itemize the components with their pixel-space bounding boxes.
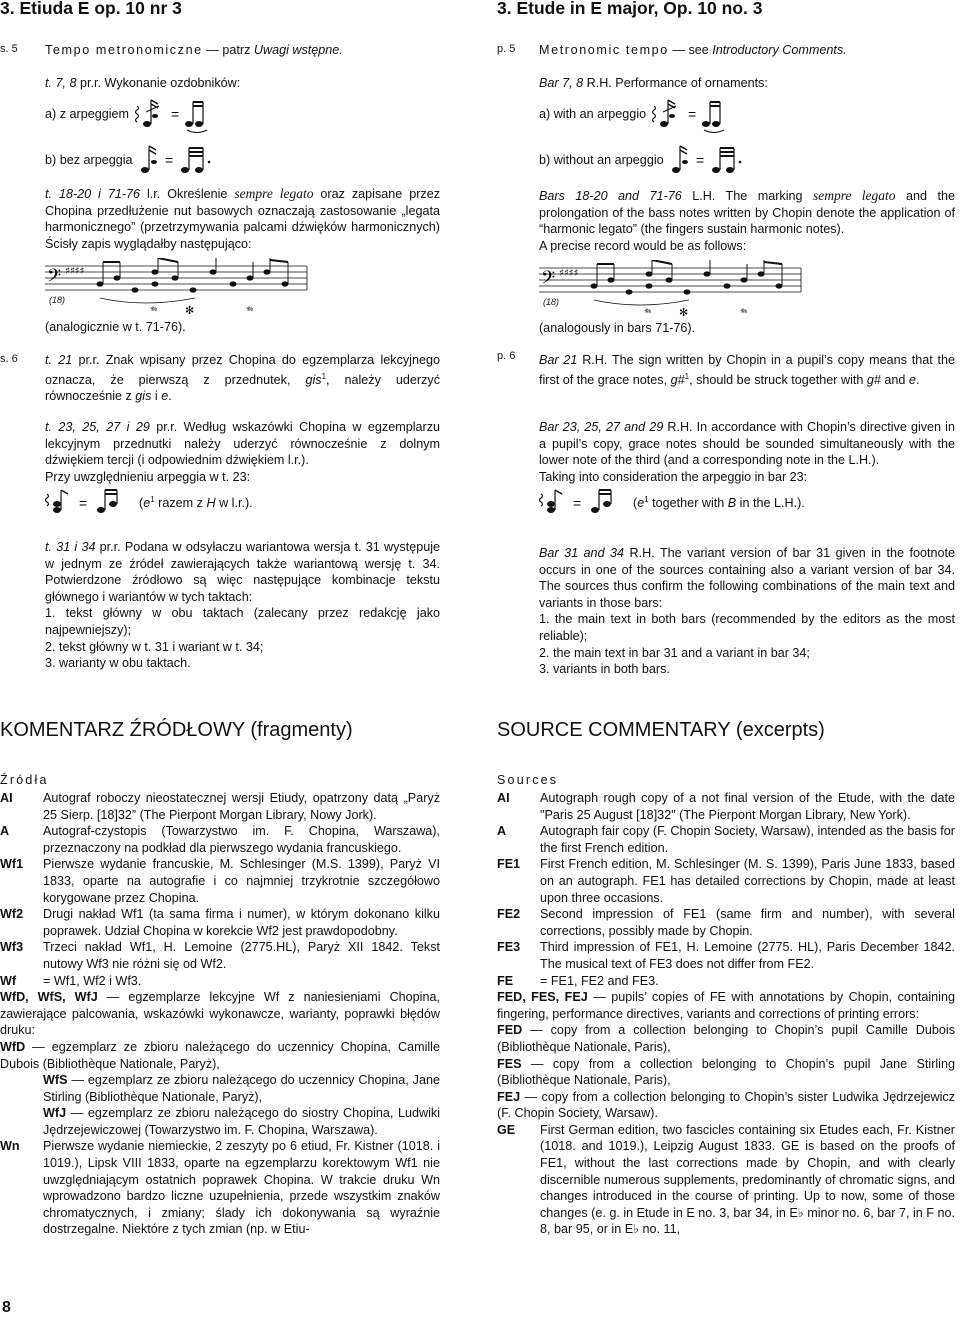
- page-ref-6-en: p. 6: [497, 350, 516, 362]
- source-entry: FE = FE1, FE2 and FE3.: [497, 973, 659, 988]
- ornament-b-label: b) bez arpeggia: [45, 152, 133, 167]
- list-item: 2. tekst główny w t. 31 i wariant w t. 34;: [45, 639, 264, 654]
- bar23-note-pl: t. 23, 25, 27 i 29 pr.r. Według wskazówki Chopina w egzemplarzu lekcyjnym przednutki należy uderzyć równocześnie z dolnym dźwiękiem tercji (i odpowiednim dźwiękiem l.r.). Przy uwzględnieniu arpeggia w t. 23: = ($e^1$ razem z H w l.r.).: [45, 419, 440, 519]
- source-entry: Wf1 Pierwsze wydanie francuskie, M. Schlesinger (M.S. 1399), Paryż VI 1833, oparte na autografie i co najmniej trzykrotnie szczegółowo korygowane przez Chopina.: [0, 857, 440, 905]
- source-entry: WfD, WfS, WfJ — egzemplarze lekcyjne Wf z naniesieniami Chopina, zawierające palcowania, wskazówki wykonawcze, warianty, poprawki błędów druku:: [0, 990, 440, 1038]
- bar7-note-en: Bar 7, 8 R.H. Performance of ornaments:: [539, 76, 768, 90]
- bass-staff-example-pl: [45, 258, 315, 318]
- svg-text:=: =: [171, 106, 180, 122]
- source-entry: Wf2 Drugi nakład Wf1 (ta sama firma i numer), w którym dokonano kilku poprawek. Udział Chopina w korekcie Wf2 jest prawdopodobny.: [0, 907, 440, 938]
- ornament-arpeggio-notation-icon: [650, 94, 740, 134]
- source-entry: Wf3 Trzeci nakład Wf1, H. Lemoine (2775.HL), Paryż XII 1842. Tekst nutowy Wf3 nie różni się od Wf2.: [0, 940, 440, 971]
- bass-staff-example-en: [539, 260, 809, 320]
- tempo-note-en: Metronomic tempo — see Introductory Comments.: [539, 43, 847, 57]
- source-subentry: WfJ — egzemplarz ze zbioru należącego do siostry Chopina, Ludwiki Jędrzejewiczowej (Towarzystwo im. F. Chopina, Warszawa).: [43, 1106, 440, 1137]
- source-commentary-heading-pl: KOMENTARZ ŹRÓDŁOWY (fragmenty): [0, 719, 353, 741]
- source-entry: FE3 Third impression of FE1, H. Lemoine (2775. HL), Paris December 1842. The musical text of FE3 does not differ from FE2.: [497, 940, 955, 971]
- ornament-b-en: [539, 140, 955, 180]
- bar31-note-pl: t. 31 i 34 pr.r. Podana w odsyłaczu wariantowa wersja t. 31 występuje w jednym ze źródeł zawierających także wariantową wersję t. 34. Potwierdzone źródłowo są więc następujące kombinacje tekstu głównego i wariantów w tych taktach: 1. tekst główny w obu taktach (zalecany przez redakcję jako najpewniejszy); 2. tekst główny w t. 31 i wariant w t. 34; 3. warianty w obu taktach.: [45, 540, 441, 671]
- svg-text:𝆮: 𝆮: [245, 304, 253, 317]
- svg-text:𝄢: 𝄢: [47, 266, 62, 291]
- source-subentry: WfD — egzemplarz ze zbioru należącego do uczennicy Chopina, Camille Dubois (Bibliothèque Nationale, Paryż),: [0, 1039, 440, 1071]
- source-subentry: FES — copy from a collection belonging to Chopin’s pupil Jane Stirling (Bibliothèque Nationale, Paris),: [497, 1056, 955, 1088]
- list-item: 3. warianty w obu taktach.: [45, 656, 191, 671]
- ornament-b-label: b) without an arpeggio: [539, 152, 664, 167]
- source-entry: Wf = Wf1, Wf2 i Wf3.: [0, 973, 142, 988]
- sources-heading-en: Sources: [497, 773, 559, 787]
- bars18-note-pl: t. 18-20 i 71-76 l.r. Określenie sempre legato oraz zapisane przez Chopina przedłużenie nut basowych oznaczają zastosowanie „legata harmonicznego” (przetrzymywania palcami dźwięków harmonicznych) Ścisły zapis wyglądałby następująco:: [45, 186, 440, 251]
- list-item: 2. the main text in bar 31 and a variant in bar 34;: [539, 645, 810, 660]
- bar7-note-pl: t. 7, 8 pr.r. Wykonanie ozdobników:: [45, 76, 241, 90]
- bass-staff-icon: [45, 258, 315, 318]
- list-item: 3. variants in both bars.: [539, 662, 670, 677]
- bass-staff-icon: [539, 260, 809, 320]
- source-entry: AI Autograph rough copy of a not final version of the Etude, with the date "Paris 25 August [18]32" (The Pierpont Morgan Library, New York).: [497, 791, 955, 822]
- bar-number-pl: (18): [49, 295, 66, 305]
- ornament-arpeggio-notation-icon: [133, 94, 223, 134]
- source-entry: A Autograph fair copy (F. Chopin Society, Warsaw), intended as the basis for the first French edition.: [497, 824, 955, 855]
- bar21-note-pl: t. 21 pr.r. Znak wpisany przez Chopina do egzemplarza lekcyjnego oznacza, że pierwszą z przednutek, gis$^1$, należy uderzyć równocześnie z gis i e.: [45, 353, 440, 404]
- sources-list-en: [497, 790, 955, 1238]
- bar23-hand-note-pl: ($e^1$ razem z H w l.r.).: [139, 495, 253, 511]
- source-entry: GE First German edition, two fascicles containing six Etudes each, Fr. Kistner (1018. and 1019.), Leipzig August 1833. GE is based on the proofs of FE1, without the last corrections made by Chopin, and with clearly discernible numerous supplements, predominantly of chromatic signs, and changes introduced in the course of printing. Up to now, some of those changes (e. g. in Etude in E no. 3, bar 34, in E♭ minor no. 6, bar 7, in F no. 8, bar 95, or in E♭ no. 11,: [497, 1122, 955, 1237]
- source-subentry: FEJ — copy from a collection belonging to Chopin’s sister Ludwika Jędrzejewicz (F. Chopin Society, Warsaw).: [497, 1089, 955, 1121]
- bar23-hand-note-en: ($e^1$ together with B in the L.H.).: [633, 495, 805, 511]
- source-entry: Wn Pierwsze wydanie niemieckie, 2 zeszyty po 6 etiud, Fr. Kistner (1018. i 1019.), Lipsk VIII 1833, oparte na egzemplarzu korektowym Wf1 nie uwzględniającym ostatnich poprawek Chopina. W trakcie druku Wn wprowadzono bardzo liczne uzupełnienia, przede wszystkim znaków chromatycznych, i zmiany; ślady ich dokonywania są wyraźnie dostrzegalne. Niektóre z tych zmian (np. w Etiu-: [0, 1139, 440, 1237]
- svg-text:𝆮: 𝆮: [739, 306, 747, 319]
- bar31-note-en: Bar 31 and 34 R.H. The variant version of bar 31 given in the footnote occurs in one of the sources containing also a variant version of bar 34. The sources thus confirm the following combinations of the main text and variants in those bars: 1. the main text in both bars (recommended by the editors as the most reliable); 2. the main text in bar 31 and a variant in bar 34; 3. variants in both bars.: [539, 546, 955, 677]
- svg-text:✻: ✻: [679, 306, 689, 319]
- source-entry: FED, FES, FEJ — pupils’ copies of FE with annotations by Chopin, containing fingering, performance directives, variants and corrections of printing errors:: [497, 990, 955, 1021]
- analog-note-pl: (analogicznie w t. 71-76).: [45, 320, 186, 334]
- source-subentry: FED — copy from a collection belonging to Chopin’s pupil Camille Dubois (Bibliothèque Nationale, Paris),: [497, 1023, 955, 1054]
- tempo-note-pl: Tempo metronomiczne — patrz Uwagi wstępne.: [45, 43, 343, 57]
- grace-note-notation-icon: [45, 486, 135, 518]
- ornament-a-en: [539, 94, 955, 134]
- source-entry: FE2 Second impression of FE1 (same firm and number), with several corrections, possibly made by Chopin.: [497, 907, 955, 938]
- ornament-a-label: a) with an arpeggio: [539, 106, 647, 121]
- page-ref-6-pl: s. 6: [0, 353, 18, 365]
- svg-text:=: =: [688, 106, 697, 122]
- bar23-note-en: Bar 23, 25, 27 and 29 R.H. In accordance with Chopin’s directive given in a pupil’s copy, grace notes should be sounded simultaneously with the lower note of the third (and a corresponding note in the L.H.). Taking into consideration the arpeggio in bar 23: = ($e^1$ together with B in the L.H.).: [539, 419, 955, 519]
- svg-text:✻: ✻: [185, 304, 195, 317]
- page-number: 8: [2, 1299, 11, 1316]
- svg-text:=: =: [573, 495, 582, 512]
- source-entry: FE1 First French edition, M. Schlesinger (M. S. 1399), Paris June 1833, based on an autograph. FE1 has detailed corrections by Chopin, made at least upon three occasions.: [497, 857, 955, 905]
- bars18-note-en: Bars 18-20 and 71-76 L.H. The marking sempre legato and the prolongation of the bass notes written by Chopin denote the application of “harmonic legato” (the fingers sustain harmonic notes). A precise record would be as follows:: [539, 188, 955, 253]
- page-ref-5-pl: s. 5: [0, 43, 18, 55]
- analog-note-en: (analogously in bars 71-76).: [539, 321, 696, 335]
- svg-text:𝆮: 𝆮: [643, 306, 651, 319]
- ornament-plain-notation-icon: [137, 140, 223, 180]
- svg-text:=: =: [164, 152, 173, 168]
- list-item: 1. tekst główny w obu taktach (zalecany przez redakcję jako najpewniejszy);: [45, 606, 440, 637]
- grace-note-notation-icon: [539, 486, 629, 518]
- ornament-a-label: a) z arpeggiem: [45, 106, 129, 121]
- source-entry: A Autograf-czystopis (Towarzystwo im. F. Chopina, Warszawa), przeznaczony na podkład dla pierwszego wydania francuskiego.: [0, 824, 440, 855]
- ornament-b-pl: [45, 140, 440, 180]
- ornament-plain-notation-icon: [668, 140, 754, 180]
- bar21-note-en: Bar 21 R.H. The sign written by Chopin in a pupil’s copy means that the first of the grace notes, g#$^1$, should be struck together with g# and e.: [539, 353, 955, 387]
- svg-text:𝄢: 𝄢: [541, 268, 556, 293]
- bar-number-en: (18): [543, 297, 560, 307]
- svg-text:=: =: [79, 495, 88, 512]
- list-item: 1. the main text in both bars (recommended by the editors as the most reliable);: [539, 612, 955, 643]
- svg-text:𝆮: 𝆮: [149, 304, 157, 317]
- sources-heading-pl: Źródła: [0, 773, 49, 787]
- source-subentry: WfS — egzemplarz ze zbioru należącego do uczennicy Chopina, Jane Stirling (Bibliothèque Nationale, Paryż),: [43, 1073, 440, 1104]
- etude-title-en: 3. Etude in E major, Op. 10 no. 3: [497, 0, 763, 18]
- source-commentary-heading-en: SOURCE COMMENTARY (excerpts): [497, 719, 825, 741]
- page-ref-5-en: p. 5: [497, 43, 516, 55]
- ornament-a-pl: [45, 94, 440, 134]
- source-entry: AI Autograf roboczy nieostatecznej wersji Etiudy, opatrzony datą „Paryż 25 Sierp. [18]32” (The Pierpont Morgan Library, Nowy Jork).: [0, 791, 440, 822]
- svg-text:=: =: [695, 152, 704, 168]
- svg-text:♯♯♯♯: ♯♯♯♯: [559, 268, 579, 279]
- svg-text:♯♯♯♯: ♯♯♯♯: [65, 266, 85, 277]
- etude-title-pl: 3. Etiuda E op. 10 nr 3: [0, 0, 182, 18]
- sources-list-pl: [0, 790, 440, 1238]
